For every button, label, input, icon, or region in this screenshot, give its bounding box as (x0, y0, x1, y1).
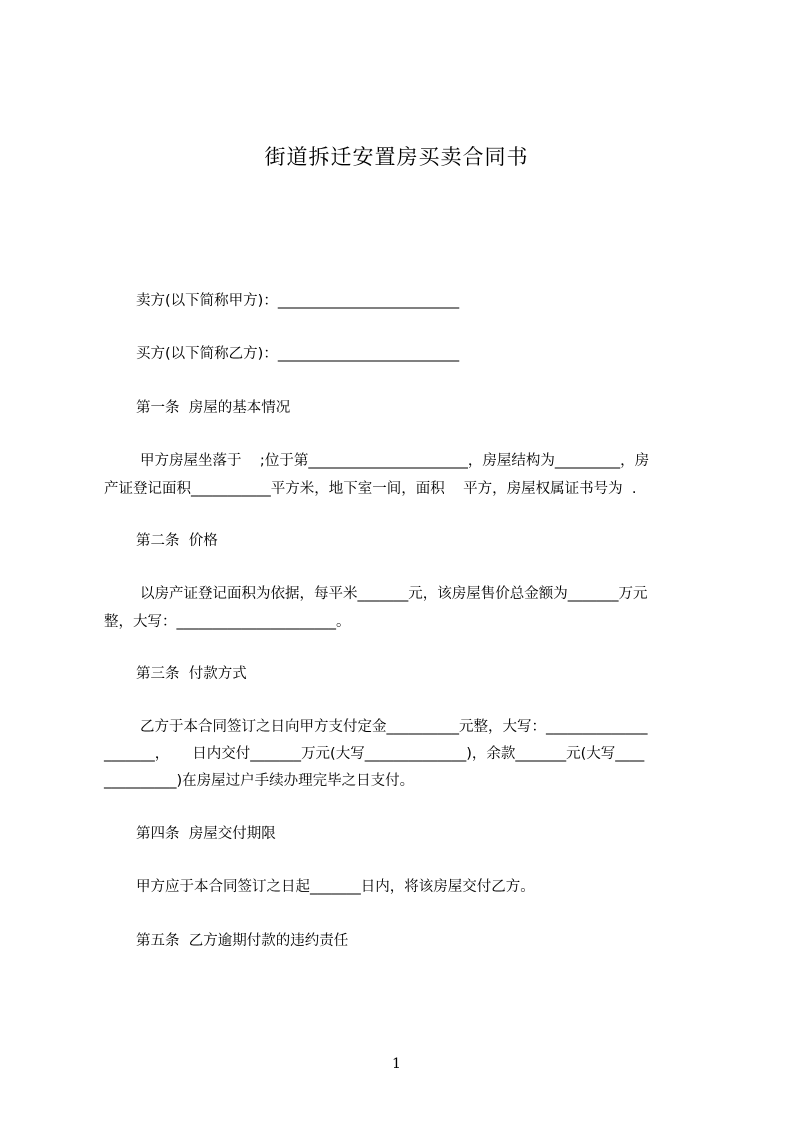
article-1-heading: 第一条 房屋的基本情况 (136, 400, 291, 416)
article-1-text-line-1: 甲方房屋坐落于 ;位于第______________________，房屋结构为_________，房 (140, 453, 650, 469)
article-1-text-line-2: 产证登记面积___________平方米，地下室一间，面积 平方，房屋权属证书号为 . (104, 481, 637, 497)
page-number: 1 (392, 1056, 401, 1072)
article-4-text-line-1: 甲方应于本合同签订之日起_______日内，将该房屋交付乙方。 (136, 879, 535, 895)
article-2-text-line-1: 以房产证登记面积为依据，每平米_______元，该房屋售价总金额为_______万元 (140, 586, 648, 602)
document-title: 街道拆迁安置房买卖合同书 (264, 145, 529, 169)
buyer-line: 买方(以下简称乙方)：_________________________ (136, 346, 460, 362)
article-4-heading: 第四条 房屋交付期限 (136, 826, 276, 842)
article-2-heading: 第二条 价格 (136, 533, 218, 549)
article-2-text-line-2: 整，大写：______________________。 (104, 614, 351, 630)
article-3-text-line-3: __________)在房屋过户手续办理完毕之日支付。 (104, 773, 415, 789)
article-3-heading: 第三条 付款方式 (136, 666, 247, 682)
article-3-text-line-1: 乙方于本合同签订之日向甲方支付定金__________元整，大写：______________ (140, 719, 648, 735)
article-5-heading: 第五条 乙方逾期付款的违约责任 (136, 933, 349, 949)
seller-line: 卖方(以下简称甲方)：_________________________ (136, 293, 460, 309)
article-3-text-line-2: _______， 日内交付_______万元(大写______________)，余款_______元(大写____ (104, 746, 645, 762)
